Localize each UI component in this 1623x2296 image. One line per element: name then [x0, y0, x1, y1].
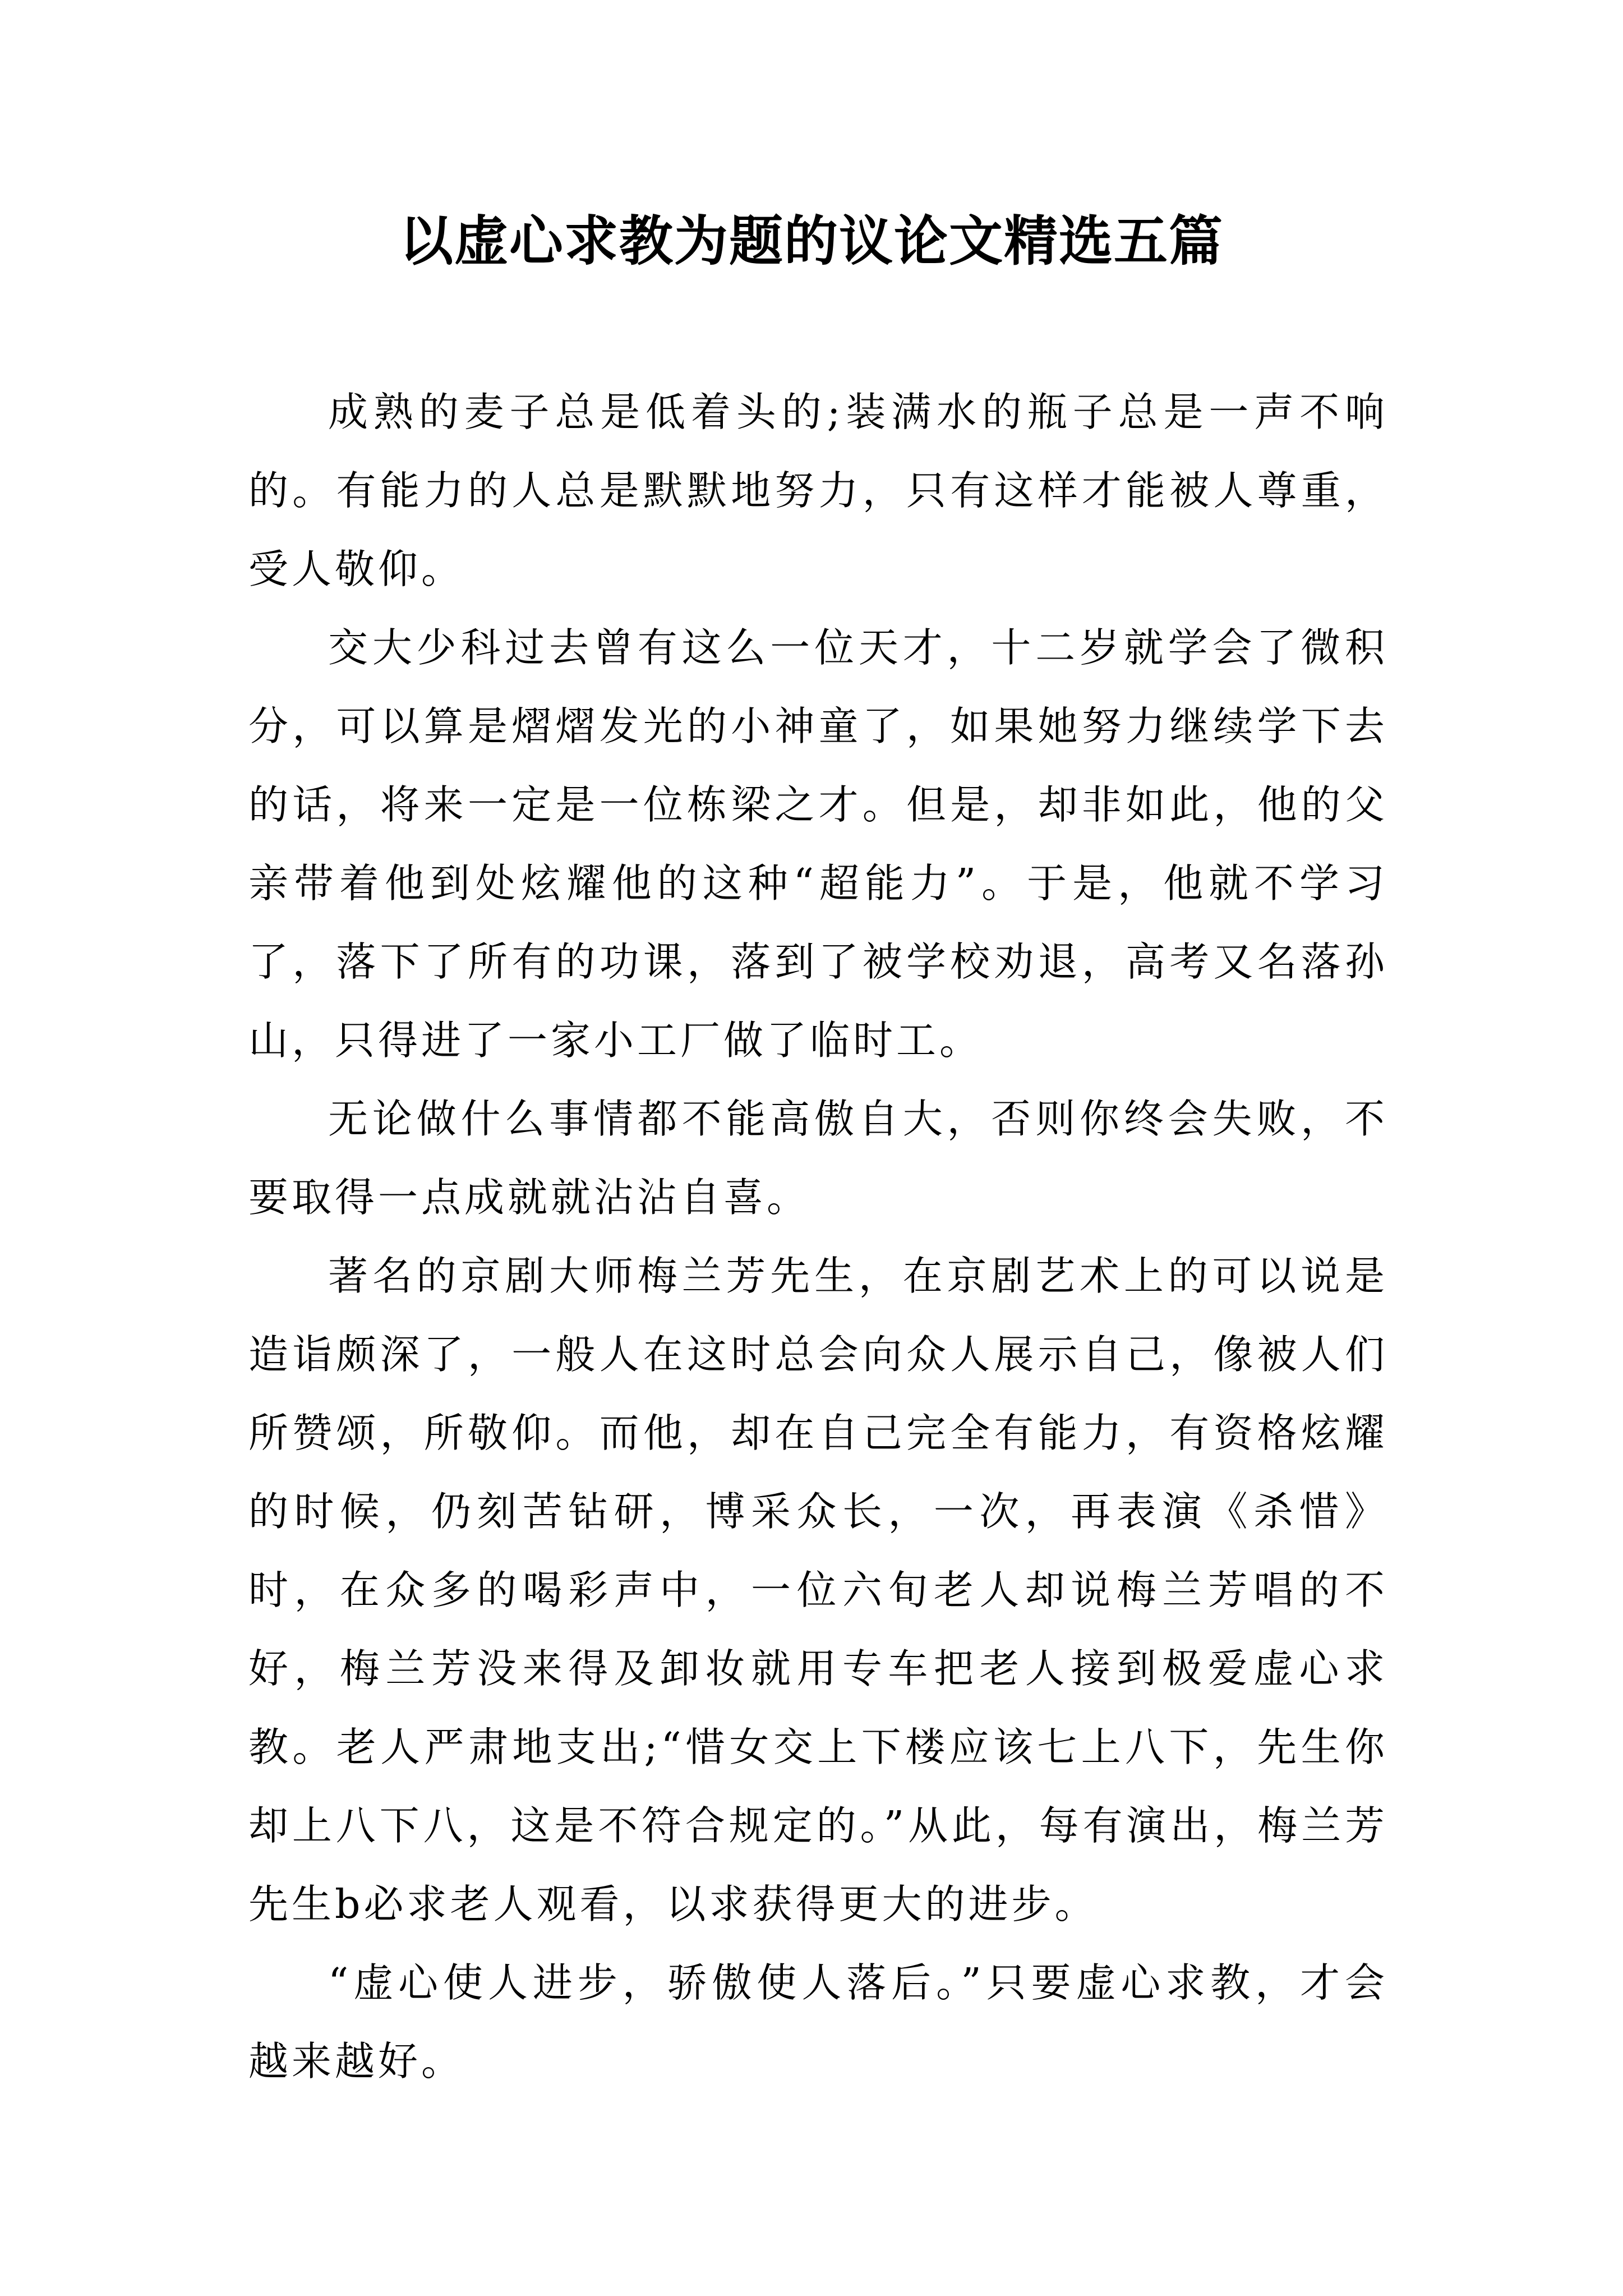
paragraph: 成熟的麦子总是低着头的;装满水的瓶子总是一声不响的。有能力的人总是默默地努力，只有这样才能被人尊重，受人敬仰。 [248, 389, 1388, 592]
document-title: 以虚心求教为题的议论文精选五篇 [399, 210, 1224, 273]
document-body [248, 373, 1388, 2101]
paragraph: 交大少科过去曾有这么一位天才，十二岁就学会了微积分，可以算是熠熠发光的小神童了，如果她努力继续学下去的话，将来一定是一位栋梁之才。但是，却非如此，他的父亲带着他到处炫耀他的这种“超能力”。于是，他就不学习了，落下了所有的功课，落到了被学校劝退，高考又名落孙山，只得进了一家小工厂做了临时工。 [248, 624, 1388, 1064]
paragraph: “虚心使人进步，骄傲使人落后。”只要虚心求教，才会越来越好。 [248, 1959, 1388, 2085]
paragraph: 著名的京剧大师梅兰芳先生，在京剧艺术上的可以说是造诣颇深了，一般人在这时总会向众人展示自己，像被人们所赞颂，所敬仰。而他，却在自己完全有能力，有资格炫耀的时候，仍刻苦钻研，博采众长，一次，再表演《杀惜》时，在众多的喝彩声中，一位六旬老人却说梅兰芳唱的不好，梅兰芳没来得及卸妆就用专车把老人接到极爱虚心求教。老人严肃地支出;“惜女交上下楼应该七上八下，先生你却上八下八，这是不符合规定的。”从此，每有演出，梅兰芳先生b必求老人观看，以求获得更大的进步。 [248, 1253, 1388, 1927]
paragraph: 无论做什么事情都不能高傲自大，否则你终会失败，不要取得一点成就就沾沾自喜。 [248, 1096, 1388, 1221]
